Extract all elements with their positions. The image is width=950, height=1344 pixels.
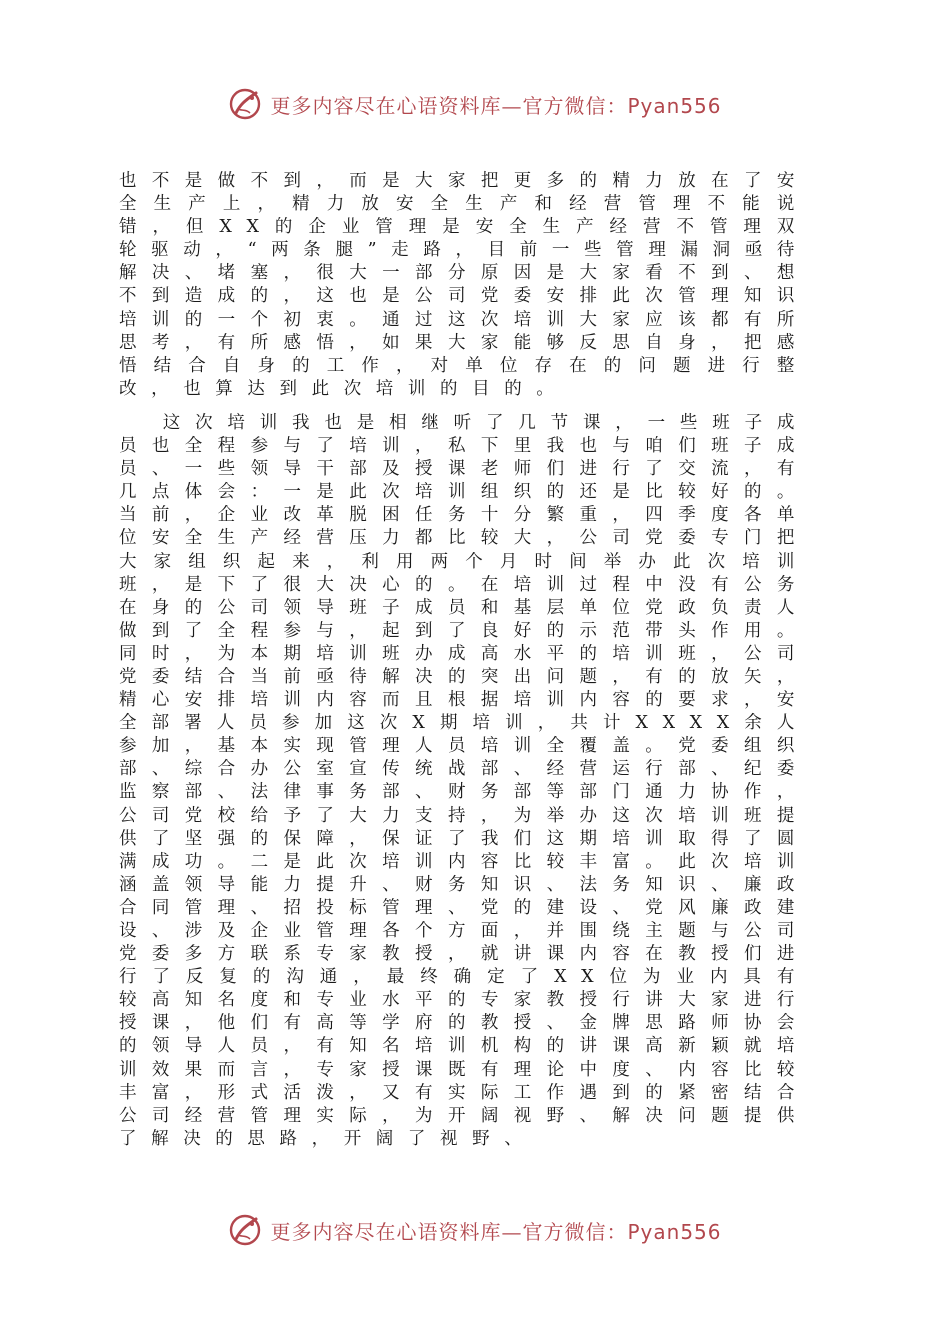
header-wechat-id: Pyan556 (627, 93, 722, 118)
footer-banner (0, 1210, 950, 1250)
footer-wechat-id: Pyan556 (627, 1219, 722, 1244)
brush-logo-icon (228, 1213, 262, 1247)
document-body (119, 170, 809, 1151)
paragraph-1: 也不是做不到，而是大家把更多的精力放在了安全生产上，精力放安全生产和经营管理不能说错，但XX的企业管理是安全生产经营不管理双轮驱动，“两条腿”走路，目前一些管理漏洞亟待解决、堵塞，很大一部分原因是大家看不到、想不到造成的，这也是公司党委安排此次管理知识培训的一个初衷。通过这次培训大家应该都有所思考，有所感悟，如果大家能够反思自身，把感悟结合自身的工作，对单位存在的问题进行整改，也算达到此次培训的目的。 (119, 171, 809, 399)
header-banner (0, 84, 950, 124)
brush-logo-icon (228, 87, 262, 121)
footer-banner-text: 更多内容尽在心语资料库—官方微信： (270, 1219, 628, 1244)
header-banner-text: 更多内容尽在心语资料库—官方微信： (270, 93, 628, 118)
paragraph-2: 这次培训我也是相继听了几节课，一些班子成员也全程参与了培训，私下里我也与咱们班子成员、一些领导干部及授课老师们进行了交流，有几点体会：一是此次培训组织的还是比较好的。当前，企业改革脱困任务十分繁重，四季度各单位安全生产经营压力都比较大，公司党委专门把大家组织起来，利用两个月时间举办此次培训班，是下了很大决心的。在培训过程中没有公务在身的公司领导班子成员和基层单位党政负责人做到了全程参与，起到了良好的示范带头作用。同时，为本期培训班办成高水平的培训班，公司党委结合当前亟待解决的突出问题，有的放矢，精心安排培训内容而且根据培训内容的要求，安全部署人员参加这次X期培训，共计XXXX余人参加，基本实现管理人员培训全覆盖。党委组织部、综合办公室宣传统战部、经营运行部、纪委监察部、法律事务部、财务部等部门通力协作，公司党校给予了大力支持，为举办这次培训班提供了坚强的保障，保证了我们这期培训取得了圆满成功。二是此次培训内容比较丰富。此次培训涵盖领导能力提升、财务知识、法务知识、廉政合同管理、招投标管理、党的建设、党风廉政建设、涉及企业管理各个方面，并围绕主题与公司党委多方联系专家教授，就讲课内容在教授们进行了反复的沟通，最终确定了XX位为业内具有较高知名度和专业水平的专家教授行讲大家进行授课，他们有高等学府的教授、金牌思路师协会的领导人员，有知名培训机构的讲课高新颖就培训效果而言，专家授课既有理论中度、内容比较丰富，形式活泼，又有实际工作遇到的紧密结合公司经营管理实际，为开阔视野、解决问题提供了解决的思路，开阔了视野、 (119, 412, 809, 1149)
